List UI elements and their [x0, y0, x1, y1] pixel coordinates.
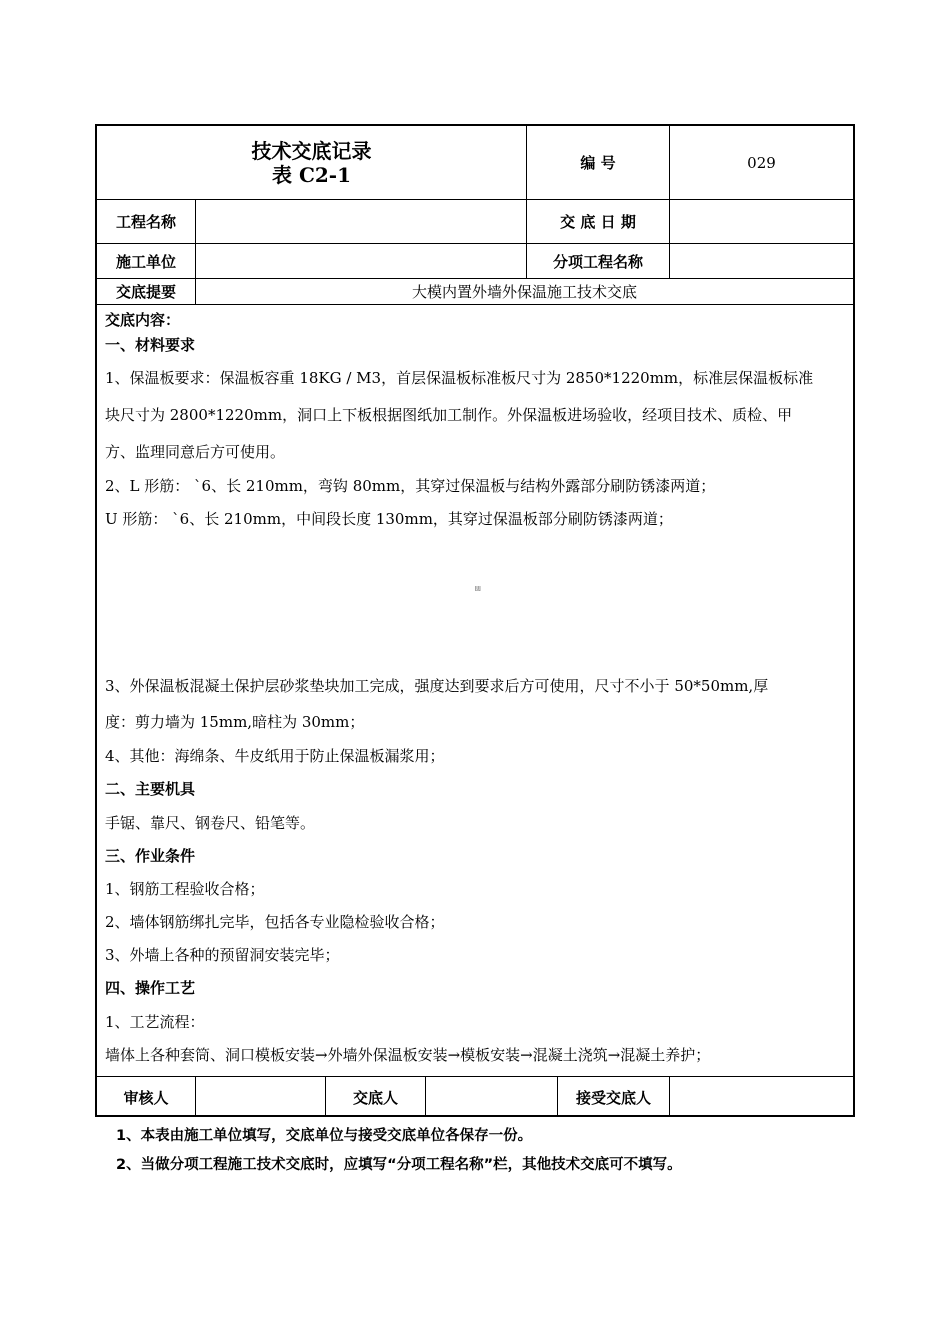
content-line: 块尺寸为 2800*1220mm，洞口上下板根据图纸加工制作。外保温板进场验收，经项目技术、质检、甲: [105, 406, 793, 424]
date-label: 交 底 日 期: [560, 213, 636, 231]
date-field[interactable]: [670, 200, 853, 243]
summary-field[interactable]: 大模内置外墙外保温施工技术交底: [411, 283, 637, 301]
reviewer-label: 审核人: [123, 1088, 169, 1107]
content-line: 墙体上各种套筒、洞口模板安装→外墙外保温板安装→模板安装→混凝土浇筑→混凝土养护；: [105, 1046, 711, 1064]
reviewer-field[interactable]: [196, 1077, 325, 1117]
image-placeholder-icon: ⩏: [475, 583, 481, 594]
form-code: 表 C2-1: [271, 162, 351, 187]
subproject-field[interactable]: [670, 244, 853, 278]
number-value[interactable]: 029: [747, 153, 776, 172]
subproject-label: 分项工程名称: [552, 252, 643, 271]
discloser-label: 交底人: [352, 1088, 398, 1107]
content-line: 3、外墙上各种的预留洞安装完毕；: [105, 946, 340, 964]
contractor-field[interactable]: [196, 244, 526, 278]
content-line: 1、钢筋工程验收合格；: [105, 880, 265, 898]
content-line: 1、工艺流程：: [105, 1013, 205, 1031]
section-tools: 二、主要机具: [105, 780, 196, 798]
contractor-label: 施工单位: [115, 252, 176, 271]
content-line: 手锯、靠尺、钢卷尺、铅笔等。: [105, 814, 316, 832]
content-heading: 交底内容：: [105, 311, 181, 329]
content-line: 1、保温板要求：保温板容重 18KG / M3，首层保温板标准板尺寸为 2850*1220mm，标准层保温板标准: [105, 369, 814, 387]
receiver-field[interactable]: [670, 1077, 853, 1117]
discloser-field[interactable]: [426, 1077, 557, 1117]
form-notes: [116, 1124, 682, 1182]
section-conditions: 三、作业条件: [105, 847, 196, 865]
number-label: 编 号: [580, 154, 616, 172]
content-line: 2、L 形筋： `6、长 210mm，弯钩 80mm，其穿过保温板与结构外露部分刷防锈漆两道；: [105, 477, 716, 495]
content-line: 方、监理同意后方可使用。: [105, 443, 286, 461]
form-title-line1: 技术交底记录: [251, 138, 372, 163]
note-1: 1、本表由施工单位填写，交底单位与接受交底单位各保存一份。: [116, 1128, 533, 1144]
content-line: 2、墙体钢筋绑扎完毕，包括各专业隐检验收合格；: [105, 913, 445, 931]
section-materials: 一、材料要求: [105, 336, 196, 354]
content-line: 3、外保温板混凝土保护层砂浆垫块加工完成，强度达到要求后方可使用，尺寸不小于 50*50mm,厚: [105, 677, 769, 695]
project-name-label: 工程名称: [115, 213, 176, 231]
summary-label: 交底提要: [115, 283, 176, 301]
technical-disclosure-form: [95, 124, 855, 1117]
content-line: U 形筋： `6、长 210mm，中间段长度 130mm，其穿过保温板部分刷防锈漆两道；: [105, 510, 673, 528]
project-name-field[interactable]: [196, 200, 526, 243]
note-2: 2、当做分项工程施工技术交底时，应填写“分项工程名称”栏，其他技术交底可不填写。: [116, 1157, 682, 1173]
content-line: 4、其他：海绵条、牛皮纸用于防止保温板漏浆用；: [105, 747, 445, 765]
form-title: [97, 126, 526, 199]
receiver-label: 接受交底人: [575, 1088, 651, 1107]
section-process: 四、操作工艺: [105, 979, 196, 997]
content-line: 度：剪力墙为 15mm,暗柱为 30mm；: [105, 713, 365, 731]
